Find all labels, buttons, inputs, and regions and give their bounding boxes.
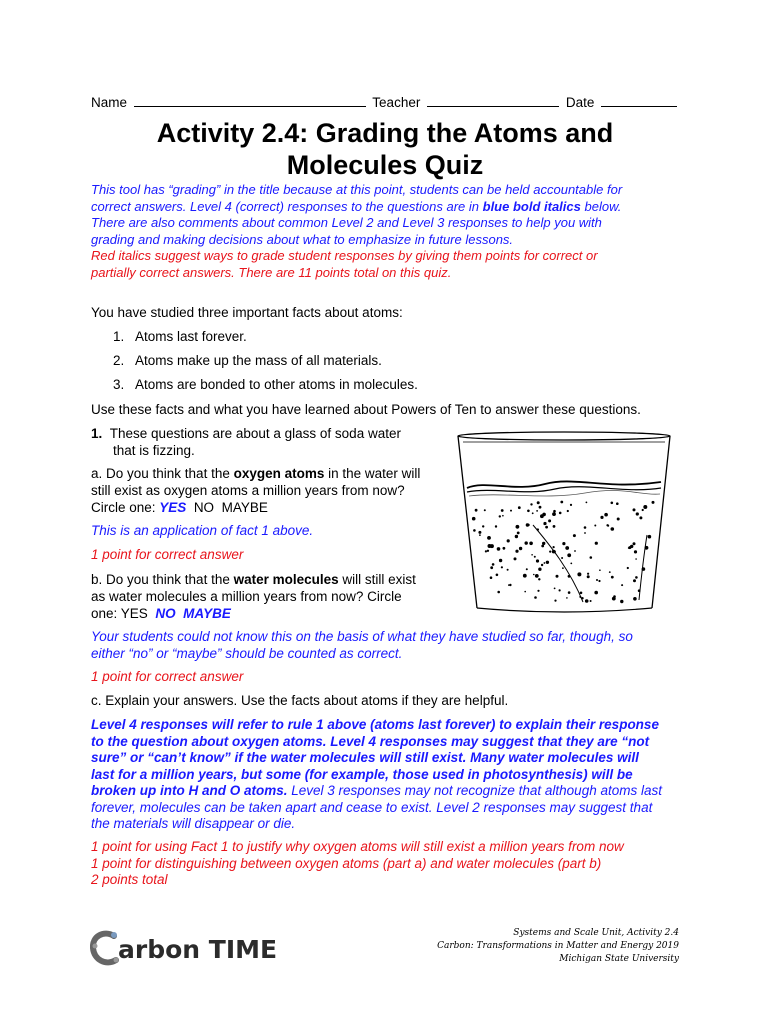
bubble [518,506,521,509]
bubble [554,600,556,602]
bubble [604,513,608,517]
bubble [573,534,576,537]
q1c-level4-4: last for a million years, but some (for example, those used in photosynthesis) will be [91,766,633,782]
bubble [553,546,555,548]
bubble [584,526,587,529]
bubble [475,509,478,512]
q1b-yes-option[interactable]: YES [120,606,148,621]
bubble [570,563,572,565]
fact-number: 2. [113,353,125,368]
carbon-time-logo [90,926,278,968]
bubble [490,576,493,579]
facts-intro: You have studied three important facts about atoms: [91,305,403,320]
q1c-level4-5: broken up into H and O atoms. [91,783,288,798]
q1a-line-2: still exist as oxygen atoms a million years from now? [91,483,405,498]
bubble [497,591,500,594]
bubble [567,510,569,512]
bubble [584,532,586,534]
bubble [617,518,620,521]
instructions: Use these facts and what you have learned about Powers of Ten to answer these questions. [91,402,641,417]
intro-line-1: This tool has “grading” in the title because at this point, students can be held accountable for [91,182,623,197]
bubble [507,569,509,571]
bubble [568,575,571,578]
bubble [633,597,637,601]
q1a-maybe-option[interactable]: MAYBE [221,500,268,515]
intro-notes [91,182,691,281]
bubble [586,502,588,504]
q1b-note-2: either “no” or “maybe” should be counted as correct. [91,645,403,661]
date-blank[interactable] [601,94,677,107]
bubble [561,557,563,559]
bubble [562,542,565,545]
bubble [544,524,546,526]
q1a-circle-one: Circle one: [91,500,160,515]
bubble [537,528,539,530]
bubble [633,542,636,545]
bubble [562,567,564,569]
q1a-points: 1 point for correct answer [91,547,244,562]
bubble [648,535,652,539]
bubble [636,512,639,515]
bubble [560,501,563,504]
bubble [633,508,636,511]
bubble [642,509,644,511]
bubble [628,547,630,549]
fact-item [91,352,418,376]
bubble [627,567,629,569]
bubble [488,544,492,548]
bubble [485,550,487,552]
bubble [567,553,571,557]
fact-text: Atoms make up the mass of all materials. [135,353,382,368]
bubble [510,510,512,512]
bubble [516,525,520,529]
bubble [492,563,495,566]
intro-blue-bold-italics: blue bold italics [482,198,581,214]
q1a-text-1a: a. Do you think that the [91,466,234,481]
q1b-note [91,629,633,662]
intro-red-line-1: Red italics suggest ways to grade student responses by giving them points for correct or [91,248,598,263]
bubble [559,589,561,591]
bubble [596,579,598,581]
bubble [523,574,527,578]
intro-line-2a: correct answers. Level 4 (correct) responses to the questions are in [91,198,483,214]
bubble [531,554,533,556]
header-fields [91,94,681,110]
q1c-total: 2 points total [91,872,168,887]
teacher-blank[interactable] [427,94,559,107]
title-line-1: Activity 2.4: Grading the Atoms and [156,118,614,148]
bubble [533,574,535,576]
bubble [507,539,510,542]
bubble [585,599,589,603]
bubble [566,597,568,599]
bubble [544,562,546,564]
bubble [549,551,551,553]
bubble [611,576,614,579]
bubble [541,564,543,566]
bubble [537,501,540,504]
facts-list [91,328,418,400]
bubble [559,512,562,515]
q1b-maybe-option[interactable]: MAYBE [183,606,231,621]
q1b-line-2: as water molecules a million years from now? Circle [91,589,402,604]
q1a-note: This is an application of fact 1 above. [91,523,314,538]
bubble [537,590,539,592]
bubble [495,525,497,527]
bubble [546,561,549,564]
q1-number: 1. [91,426,103,441]
name-label: Name [91,95,128,110]
bubble [519,547,522,550]
q1b-water-molecules: water molecules [233,572,339,587]
bubble [542,542,545,545]
bubble [553,525,556,528]
q1c-note-7: the materials will disappear or die. [91,816,296,831]
q1b-points: 1 point for correct answer [91,669,244,684]
bubble [529,542,533,546]
bubble [478,531,481,534]
intro-red-line-2: partially correct answers. There are 11 points total on this quiz. [91,264,452,280]
bubbles [472,501,655,604]
fact-text: Atoms last forever. [135,329,247,344]
page-title [85,117,685,181]
intro-line-3: There are also comments about common Level 2 and Level 3 responses to help you with [91,215,602,230]
bubble [515,550,518,553]
intro-line-4: grading and making decisions about what to emphasize in future lessons. [91,231,514,247]
q1c-rubric [91,717,691,833]
teacher-label: Teacher [372,95,421,110]
q1c-level4-2: to the question about oxygen atoms. Level 4 responses may suggest that they are “not [91,733,650,749]
bubble [568,591,571,594]
bubble [499,515,501,517]
q1-line-1 [91,425,431,442]
bubble [570,504,572,506]
bubble [609,571,611,573]
bubble [502,515,504,517]
bubble [634,550,637,553]
bubble [580,592,583,595]
bubble [600,516,603,519]
q1a-yes-option[interactable]: YES [159,500,187,515]
bubble [479,534,481,536]
bubble [540,514,544,518]
question-1b [91,571,451,622]
q1-line-2: that is fizzing. [113,443,195,458]
question-1a [91,465,451,516]
bubble [620,600,623,603]
bubble [556,575,559,578]
q1b-note-1: Your students could not know this on the basis of what they have studied so far, though, so [91,629,633,644]
bubble [487,550,489,552]
bubble [594,525,596,527]
bubble [530,503,532,505]
fact-item [91,328,418,352]
q1c-level3-note: Level 3 responses may not recognize that although atoms last [287,783,662,798]
q1b-line-3 [91,605,451,622]
bubble [501,566,503,568]
fact-text: Atoms are bonded to other atoms in molecules. [135,377,418,392]
bubble [503,547,506,550]
bubble [590,556,593,559]
q1b-line-1 [91,571,451,588]
bubble [553,510,556,513]
bubble [577,572,581,576]
bubble [484,509,486,511]
footer-unit: Systems and Scale Unit, Activity 2.4 [513,928,679,938]
question-1 [91,425,431,459]
bubble [616,502,619,505]
bubble [638,589,641,592]
bubble [652,501,655,504]
bubble [565,546,569,550]
footer-course: Carbon: Transformations in Matter and Energy 2019 [437,941,679,951]
bubble [534,596,537,599]
bubble [487,536,491,540]
date-label: Date [565,95,595,110]
bubble [574,550,576,552]
bubble [509,584,511,586]
bubble [545,526,548,529]
bubble [598,580,600,582]
q1c-line-5 [91,783,691,800]
bubble [535,574,539,578]
bubble [501,509,504,512]
title-line-2: Molecules Quiz [286,150,484,180]
bubble [538,578,540,580]
fact-number: 1. [113,329,125,344]
q1b-circle-one: one: [91,606,121,621]
soda-glass-illustration [455,430,673,615]
bubble [539,506,542,509]
intro-line-2c: below. [580,198,622,214]
bubble [630,545,633,548]
bubble [532,512,534,514]
bubble [635,558,637,560]
q1c-point-2: 1 point for distinguishing between oxygen atoms (part a) and water molecules (part b) [91,855,602,871]
bubble [645,546,649,550]
q1-text-1: These questions are about a glass of soda water [109,426,401,441]
bubble [579,596,581,598]
q1b-text-1a: b. Do you think that the [91,572,234,587]
q1a-line-3 [91,499,451,516]
bubble [587,573,589,575]
bubble [525,541,528,544]
q1c-point-1: 1 point for using Fact 1 to justify why oxygen atoms will still exist a million years from now [91,839,624,854]
bubble [514,557,517,560]
q1c-level4-3: sure” or “can’t know” if the water molecules will still exist. Many water molecules will [91,750,639,765]
bubble [581,597,583,599]
bubble [472,517,476,521]
bubble [490,566,493,569]
intro-line-2 [91,199,691,216]
logo-text: arbon TIME [118,935,278,964]
bubble [553,550,556,553]
bubble [639,516,642,519]
bubble [590,600,592,602]
bubble [526,568,528,570]
bubble [611,527,615,531]
name-blank[interactable] [134,94,366,107]
q1c-points [91,839,624,889]
q1c-level4-1: Level 4 responses will refer to rule 1 above (atoms last forever) to explain their response [91,717,659,732]
bubble [612,597,616,601]
bubble [499,559,502,562]
bubble [538,568,541,571]
bubble [606,524,608,526]
bubble [594,591,598,595]
bubble [587,575,590,578]
fact-item [91,376,418,400]
bubble [548,519,551,522]
bubble [515,535,518,538]
fact-number: 3. [113,377,125,392]
footer-university: Michigan State University [559,954,679,964]
q1a-line-1 [91,465,451,482]
bubble [524,591,526,593]
bubble [599,569,601,571]
bubble [633,579,636,582]
bubble [527,524,530,527]
bubble [642,567,646,571]
bubble [621,584,623,586]
bubble [527,510,530,513]
bubble [643,505,647,509]
q1b-no-option[interactable]: NO [155,606,176,621]
bubble [595,542,598,545]
bubble [536,510,538,512]
q1a-oxygen-atoms: oxygen atoms [233,466,325,481]
bubble [496,574,499,577]
bubble [482,525,484,527]
q1a-no-option[interactable]: NO [193,500,215,515]
bubble [534,556,536,558]
q1c-prompt: c. Explain your answers. Use the facts about atoms if they are helpful. [91,693,509,708]
bubble [473,529,476,532]
bubble [635,576,638,579]
bubble [536,559,539,562]
bubble [611,502,614,505]
bubble [554,588,556,590]
q1b-text-1c: will still exist [338,572,416,587]
q1a-text-1c: in the water will [324,466,421,481]
bubble [517,532,520,535]
q1c-note-6: forever, molecules can be taken apart and cease to exist. Level 2 responses may suggest that [91,799,653,815]
bubble [552,512,556,516]
bubble [497,547,501,551]
